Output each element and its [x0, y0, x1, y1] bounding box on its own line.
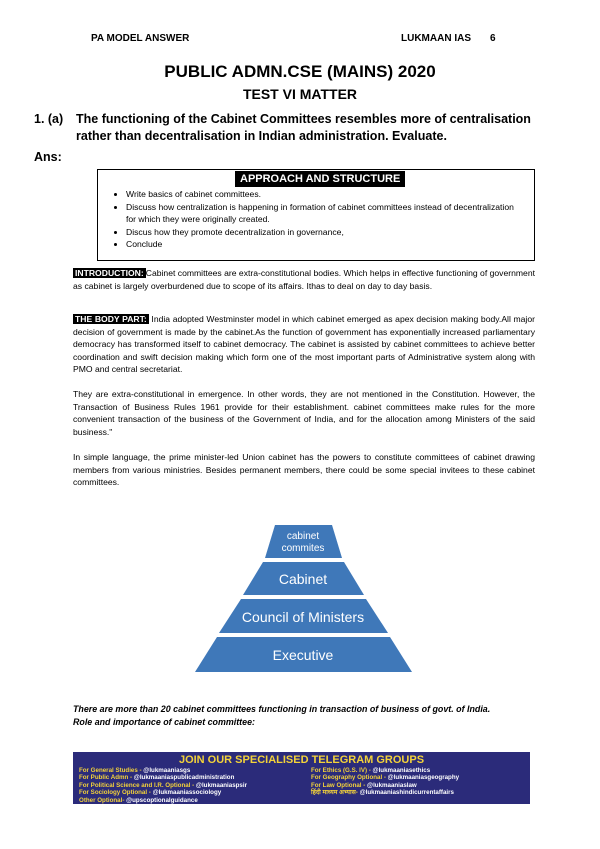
body-paragraph-3: In simple language, the prime minister-led Union cabinet has the powers to constitute committees of cabinet drawing members from various ministries. Besides permanent members, there could be some special invitees to these cabinet committees.	[73, 452, 535, 488]
banner-link[interactable]: Other Optional- @upscoptionalguidance	[79, 796, 198, 804]
approach-list	[98, 188, 526, 251]
introduction-paragraph	[73, 267, 535, 292]
closing-line-1: There are more than 20 cabinet committees functioning in transaction of business of govt. of India.	[73, 704, 491, 714]
introduction-text: Cabinet committees are extra-constitutional bodies. Which helps in effective functioning of government as cabinet is largely overburdened due to scope of its affairs. Ithas to deal on day to day basis.	[73, 268, 535, 291]
question-number: 1. (a)	[34, 112, 64, 126]
pyramid-label-2: Cabinet	[278, 571, 328, 587]
banner-link[interactable]: For General Studies - @lukmaaniasgs	[79, 767, 191, 774]
closing-line-2: Role and importance of cabinet committee:	[73, 717, 255, 727]
banner-link[interactable]: For Geography Optional - @lukmaaniasgeography	[311, 774, 460, 782]
banner-link[interactable]: हिंदी माध्यम अभ्यास- @lukmaaniashindicurrentaffairs	[311, 789, 454, 797]
pyramid-label-4: Executive	[272, 647, 334, 663]
banner-link[interactable]: For Political Science and I.R. Optional - @lukmaaniaspsir	[79, 781, 247, 789]
pyramid-label-1a: cabinet	[286, 531, 320, 542]
body-tag: THE BODY PART:	[75, 314, 147, 324]
banner-link[interactable]: For Law Optional - @lukmaaniaslaw	[311, 781, 417, 789]
hierarchy-pyramid	[140, 520, 440, 680]
banner-link[interactable]: For Public Admn - @lukmaaniaspublicadministration	[79, 774, 235, 782]
approach-item: • Discus how they promote decentralization in governance,	[126, 226, 526, 239]
approach-item: • Discuss how centralization is happening in formation of cabinet committees instead of decentralization for which they were originally created.	[126, 201, 526, 226]
question-line-2: rather than decentralisation in Indian administration. Evaluate.	[76, 129, 447, 143]
page-title: PUBLIC ADMN.CSE (MAINS) 2020	[164, 62, 436, 81]
body-paragraph-1	[73, 313, 535, 376]
pyramid-label-1b: commites	[281, 543, 325, 554]
pyramid-label-3: Council of Ministers	[241, 609, 365, 625]
banner-link[interactable]: For Sociology Optional - @lukmaaniassociology	[79, 789, 222, 797]
banner-right-column	[311, 767, 459, 797]
approach-box	[97, 169, 535, 261]
answer-label: Ans:	[34, 150, 62, 164]
question-line-1: The functioning of the Cabinet Committees resembles more of centralisation	[76, 112, 531, 126]
body-text-1: India adopted Westminster model in which cabinet emerged as apex decision making body.All major decision of government is made by the cabinet.As the function of government has exponentially increased parliamentary democracy has transformed itself to cabinet democracy. The cabinet is assisted by cabinet committees to achieve better coordination and swift decision making which form one of the most important parts of Administrative system along with PMO and central secretariat.	[73, 314, 535, 375]
header-left: PA MODEL ANSWER	[91, 33, 190, 44]
banner-title: JOIN OUR SPECIALISED TELEGRAM GROUPS	[178, 754, 425, 766]
approach-title: APPROACH AND STRUCTURE	[235, 171, 405, 187]
banner-link[interactable]: For Ethics (G.S. IV) - @lukmaaniasethics	[311, 767, 431, 774]
header-right: LUKMAAN IAS	[401, 33, 471, 44]
approach-item: • Conclude	[126, 238, 526, 251]
page-subtitle: TEST VI MATTER	[242, 86, 358, 102]
body-paragraph-2: They are extra-constitutional in emergence. In other words, they are not mentioned in the Constitution. However, the Transaction of Business Rules 1961 provide for their establishment. cabinet committees make rules for the more convenient transaction of the business of the Government of India, and for the allocation among Ministers of the said business."	[73, 389, 535, 437]
banner-left-column	[79, 767, 247, 804]
approach-item: • Write basics of cabinet committees.	[126, 188, 526, 201]
page-number: 6	[490, 33, 496, 44]
telegram-banner[interactable]	[73, 752, 530, 804]
introduction-tag: INTRODUCTION:	[75, 268, 144, 278]
